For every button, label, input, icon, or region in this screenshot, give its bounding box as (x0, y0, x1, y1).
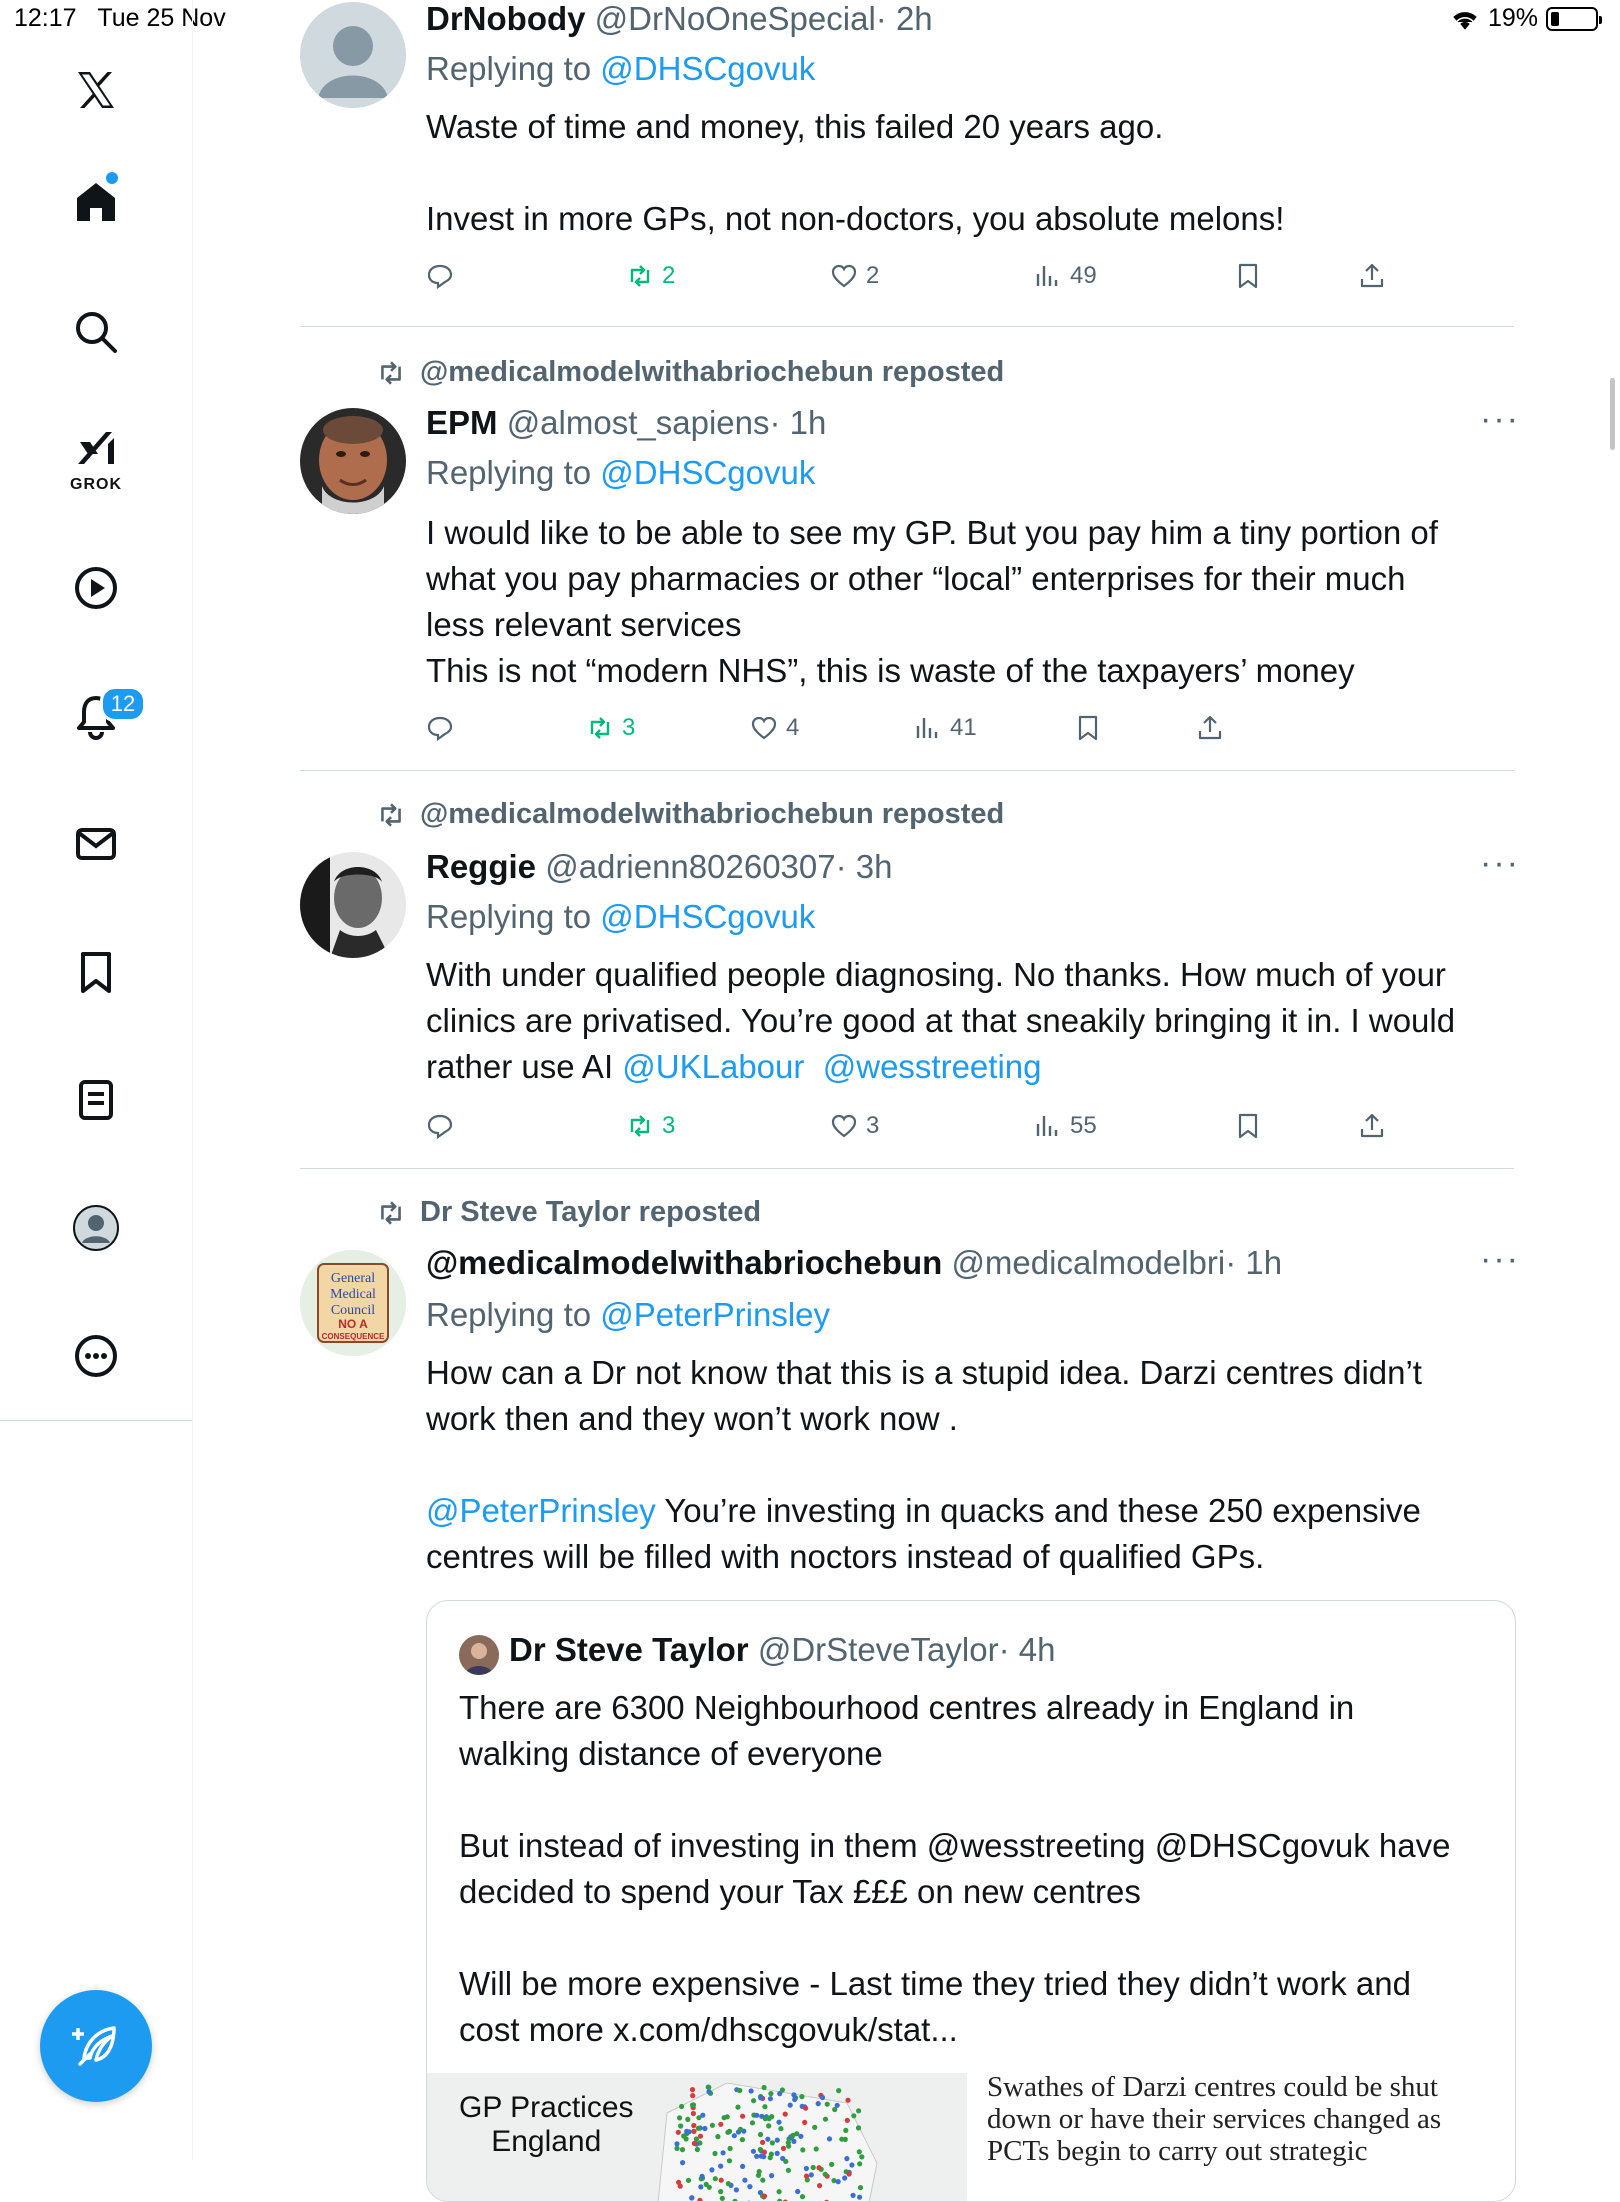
reposted-by-label[interactable]: @medicalmodelwithabriochebun reposted (420, 798, 1004, 831)
quoted-media-map[interactable] (427, 2073, 967, 2202)
map-dot (737, 2088, 742, 2093)
quoted-tweet-text: There are 6300 Neighbourhood centres already in England in walking distance of everyone But instead of investing in them @wesstreeting @DHSCgovuk have decided to spend your Tax £££ on new centres Will be more expensive - Last time they tried they didn’t work and cost more x.com/dhscgovuk/stat... (459, 1685, 1479, 2053)
map-dot (677, 2115, 682, 2120)
tweet-author-line (426, 404, 826, 442)
map-dot (842, 2175, 847, 2180)
repost-icon (626, 262, 654, 290)
map-dot (738, 2127, 743, 2132)
map-dot (740, 2114, 745, 2119)
envelope-icon[interactable] (56, 804, 136, 884)
map-dot (749, 2088, 754, 2093)
tweet-time: · 3h (836, 848, 893, 885)
views-icon (1034, 262, 1062, 290)
battery-percent: 19% (1488, 4, 1538, 33)
map-dot (766, 2123, 771, 2128)
map-dot (726, 2181, 731, 2186)
map-dot (758, 2132, 763, 2137)
map-dot (804, 2166, 809, 2171)
map-dot (680, 2147, 685, 2152)
map-dot (691, 2129, 696, 2134)
map-dot (769, 2152, 774, 2157)
map-dot (751, 2098, 756, 2103)
map-dot (720, 2196, 725, 2201)
quoted-tweet[interactable] (426, 1600, 1516, 2202)
map-dot (678, 2123, 683, 2128)
heart-icon (830, 1112, 858, 1140)
map-dot (760, 2140, 765, 2145)
status-bar-right (1450, 4, 1598, 33)
map-dot (674, 2141, 679, 2146)
reply-mention-link[interactable]: @DHSCgovuk (600, 50, 815, 87)
map-dot (732, 2133, 737, 2138)
map-dot (679, 2104, 684, 2109)
map-dot (750, 2120, 755, 2125)
share-icon (1358, 1112, 1386, 1140)
map-dot (762, 2194, 767, 2199)
bookmark-button[interactable] (1234, 1112, 1262, 1140)
map-dot (692, 2141, 697, 2146)
map-dot (762, 2085, 767, 2090)
map-dot (690, 2087, 695, 2092)
map-dot (696, 2126, 701, 2131)
map-dot (776, 2120, 781, 2125)
map-dot (763, 2116, 768, 2121)
map-dot (820, 2095, 825, 2100)
map-dot (857, 2195, 862, 2200)
map-dot (678, 2184, 683, 2189)
reply-button[interactable] (426, 1112, 454, 1140)
map-dot (676, 2130, 681, 2135)
repost-context (376, 356, 1004, 389)
heart-icon (830, 262, 858, 290)
tweet-time: · 2h (876, 0, 933, 37)
map-dot (680, 2160, 685, 2165)
map-dot (759, 2154, 764, 2159)
reply-button[interactable] (426, 262, 454, 290)
map-dot (845, 2118, 850, 2123)
map-dot (760, 2178, 765, 2183)
map-dot (786, 2168, 791, 2173)
map-dot (718, 2164, 723, 2169)
map-dot (715, 2134, 720, 2139)
compose-feather-icon (68, 2018, 124, 2074)
share-button[interactable] (1196, 714, 1224, 742)
map-dot (851, 2193, 856, 2198)
map-dot (836, 2179, 841, 2184)
bookmark-icon[interactable] (56, 932, 136, 1012)
map-dot (812, 2125, 817, 2130)
map-dot (707, 2185, 712, 2190)
map-dot (698, 2184, 703, 2189)
list-icon[interactable] (56, 1060, 136, 1140)
replying-to: Replying to @PeterPrinsley (426, 1296, 830, 1334)
map-dot (751, 2149, 756, 2154)
map-dot (794, 2131, 799, 2136)
map-dot (857, 2161, 862, 2166)
map-dot (674, 2146, 679, 2151)
map-dot (795, 2189, 800, 2194)
map-dot (791, 2139, 796, 2144)
quoted-media-article-text: Swathes of Darzi centres could be shut down or have their services changed as PCTs begin to carry out strategic (987, 2071, 1497, 2167)
reply-mention-link[interactable]: @DHSCgovuk (600, 898, 815, 935)
avatar[interactable] (300, 408, 406, 514)
map-dot (740, 2137, 745, 2142)
map-dot (747, 2184, 752, 2189)
repost-icon (376, 800, 406, 830)
map-dot (856, 2108, 861, 2113)
repost-icon (626, 1112, 654, 1140)
map-dot (825, 2102, 830, 2107)
quoted-author-name: Dr Steve Taylor (509, 1631, 749, 1668)
author-name[interactable]: Reggie (426, 848, 536, 885)
bookmark-icon (1234, 262, 1262, 290)
reply-icon (426, 262, 454, 290)
map-dot (713, 2176, 718, 2181)
map-dot (839, 2137, 844, 2142)
tweet-text: I would like to be able to see my GP. But you pay him a tiny portion of what you pay pharmacies or other “local” enterprises for their much less relevant services This is not “modern NHS”, this is waste of the taxpayers’ money (426, 510, 1526, 694)
repost-button[interactable]: 3 (586, 714, 635, 742)
map-dot (762, 2104, 767, 2109)
views-icon (1034, 1112, 1062, 1140)
map-dot (856, 2125, 861, 2130)
map-dot (735, 2105, 740, 2110)
bookmark-button[interactable] (1234, 262, 1262, 290)
avatar-text: Council (331, 1303, 375, 1318)
map-dot (800, 2147, 805, 2152)
map-dot (718, 2122, 723, 2127)
map-dot (685, 2117, 690, 2122)
map-dot (690, 2093, 695, 2098)
repost-icon (376, 1198, 406, 1228)
map-dot (859, 2154, 864, 2159)
map-dot (777, 2091, 782, 2096)
scrollbar-thumb[interactable] (1610, 378, 1615, 450)
more-options-icon[interactable]: ··· (1480, 844, 1520, 883)
tweet-author-line (426, 848, 893, 886)
map-dot (777, 2189, 782, 2194)
map-dot (802, 2120, 807, 2125)
tweet-divider (300, 326, 1514, 327)
map-dot (769, 2173, 774, 2178)
map-dot (727, 2158, 732, 2163)
map-dot (775, 2138, 780, 2143)
map-dot (695, 2147, 700, 2152)
map-dot (734, 2187, 739, 2192)
repost-context (376, 798, 1004, 831)
map-dot (681, 2133, 686, 2138)
map-dot (742, 2178, 747, 2183)
quoted-tweet-time: · 4h (999, 1631, 1056, 1668)
map-dot (778, 2126, 783, 2131)
map-dot (843, 2128, 848, 2133)
map-dot (791, 2092, 796, 2097)
map-dot (809, 2172, 814, 2177)
author-name[interactable]: @medicalmodelwithabriochebun (426, 1244, 942, 1281)
avatar[interactable] (300, 852, 406, 958)
author-name[interactable]: DrNobody (426, 0, 586, 37)
repost-button[interactable]: 2 (626, 262, 675, 290)
map-dot (847, 2171, 852, 2176)
tweet-author-line (426, 0, 933, 38)
map-dot (803, 2106, 808, 2111)
like-button[interactable]: 3 (830, 1112, 879, 1140)
map-dot (857, 2149, 862, 2154)
tweet-divider (300, 770, 1514, 771)
replying-to: Replying to @DHSCgovuk (426, 454, 815, 492)
avatar-text: CONSEQUENCE (322, 1332, 385, 1341)
avatar[interactable] (300, 2, 406, 108)
author-handle[interactable]: @medicalmodelbri (951, 1244, 1225, 1281)
author-handle[interactable]: @DrNoOneSpecial (595, 0, 876, 37)
map-dot (719, 2178, 724, 2183)
wifi-icon (1450, 7, 1480, 31)
profile-icon[interactable] (56, 1188, 136, 1268)
quoted-author-handle: @DrSteveTaylor (758, 1631, 999, 1668)
map-title: GP Practices England (459, 2091, 634, 2159)
map-dot (851, 2113, 856, 2118)
map-dot (775, 2151, 780, 2156)
map-dot (710, 2123, 715, 2128)
map-dot (706, 2085, 711, 2090)
share-button[interactable] (1358, 1112, 1386, 1140)
avatar[interactable] (300, 1250, 406, 1356)
share-icon (1358, 262, 1386, 290)
mention-link[interactable]: @UKLabour (622, 1048, 804, 1085)
map-dot (686, 2178, 691, 2183)
replying-to: Replying to @DHSCgovuk (426, 898, 815, 936)
repost-icon (376, 358, 406, 388)
map-dot (804, 2174, 809, 2179)
map-dot (727, 2129, 732, 2134)
search-icon[interactable] (56, 292, 136, 372)
author-handle[interactable]: @adrienn80260307 (545, 848, 835, 885)
avatar (459, 1635, 499, 1675)
play-icon[interactable] (56, 548, 136, 628)
reposted-by-label[interactable]: @medicalmodelwithabriochebun reposted (420, 356, 1004, 389)
views-button[interactable]: 41 (914, 714, 977, 742)
map-dot (754, 2154, 759, 2159)
compose-button[interactable] (40, 1990, 152, 2102)
map-dot (718, 2189, 723, 2194)
reposted-by-label[interactable]: Dr Steve Taylor reposted (420, 1196, 761, 1229)
like-button[interactable]: 2 (830, 262, 879, 290)
avatar-text: Medical (330, 1287, 376, 1302)
map-dot (768, 2096, 773, 2101)
map-dot (823, 2117, 828, 2122)
notifications-badge: 12 (100, 686, 146, 722)
map-dot (849, 2162, 854, 2167)
grok-label: GROK (60, 476, 132, 494)
map-dot (827, 2136, 832, 2141)
reply-icon (426, 1112, 454, 1140)
map-dot (799, 2094, 804, 2099)
author-handle[interactable]: @almost_sapiens (507, 404, 770, 441)
map-dot (786, 2144, 791, 2149)
map-dot (740, 2164, 745, 2169)
map-dot (756, 2173, 761, 2178)
map-dot (845, 2098, 850, 2103)
heart-icon (750, 714, 778, 742)
views-button[interactable]: 55 (1034, 1112, 1097, 1140)
map-dot (754, 2113, 759, 2118)
map-dot (770, 2140, 775, 2145)
tweet-time: · 1h (1225, 1244, 1282, 1281)
sidebar-divider (0, 1420, 192, 1421)
views-button[interactable]: 49 (1034, 262, 1097, 290)
repost-button[interactable]: 3 (626, 1112, 675, 1140)
map-dot (781, 2146, 786, 2151)
home-notification-dot (106, 172, 118, 184)
map-dot (832, 2107, 837, 2112)
map-dot (788, 2103, 793, 2108)
repost-icon (586, 714, 614, 742)
tweet-author-line (426, 1244, 1282, 1282)
author-name[interactable]: EPM (426, 404, 498, 441)
map-dot (762, 2150, 767, 2155)
map-dot (836, 2088, 841, 2093)
map-dot (722, 2115, 727, 2120)
share-button[interactable] (1358, 262, 1386, 290)
map-dot (816, 2165, 821, 2170)
map-dot (823, 2172, 828, 2177)
map-dot (700, 2113, 705, 2118)
reply-mention-link[interactable]: @PeterPrinsley (600, 1296, 830, 1333)
map-dot (858, 2185, 863, 2190)
map-dot (817, 2183, 822, 2188)
map-dot (800, 2194, 805, 2199)
battery-icon (1546, 7, 1598, 31)
repost-context (376, 1196, 761, 1229)
map-dot (728, 2146, 733, 2151)
bookmark-icon (1074, 714, 1102, 742)
map-dot (700, 2174, 705, 2179)
map-dot (691, 2111, 696, 2116)
map-dot (783, 2112, 788, 2117)
tweet-time: · 1h (769, 404, 826, 441)
share-icon (1196, 714, 1224, 742)
tweet-divider (300, 1168, 1514, 1169)
replying-to: Replying to @DHSCgovuk (426, 50, 815, 88)
x-logo-icon[interactable] (56, 50, 136, 130)
map-dot (792, 2097, 797, 2102)
avatar-text: General (331, 1271, 375, 1286)
map-dot (829, 2162, 834, 2167)
quoted-author-line (509, 1631, 1055, 1669)
map-dot (690, 2103, 695, 2108)
avatar-text: NO A (338, 1317, 368, 1331)
map-dot (765, 2137, 770, 2142)
reply-button[interactable] (426, 714, 454, 742)
reply-icon (426, 714, 454, 742)
status-bar-time: 12:17 Tue 25 Nov (14, 4, 226, 33)
map-dot (811, 2165, 816, 2170)
like-button[interactable]: 4 (750, 714, 799, 742)
tweet-text: With under qualified people diagnosing. No thanks. How much of your clinics are privatised. You’re good at that sneakily bringing it in. I would rather use AI @UKLabour @wesstreeting (426, 952, 1526, 1090)
reply-mention-link[interactable]: @DHSCgovuk (600, 454, 815, 491)
map-dot (814, 2146, 819, 2151)
map-dot (712, 2151, 717, 2156)
tweet-text: How can a Dr not know that this is a stupid idea. Darzi centres didn’t work then and they won’t work now . @PeterPrinsley You’re investing in quacks and these 250 expensive centres will be filled with noctors instead of qualified GPs. (426, 1350, 1526, 1580)
map-dot (691, 2123, 696, 2128)
map-dot (816, 2101, 821, 2106)
map-dot (768, 2091, 773, 2096)
map-dot (709, 2167, 714, 2172)
map-dot (758, 2095, 763, 2100)
map-dot (702, 2126, 707, 2131)
map-dot (844, 2156, 849, 2161)
home-icon[interactable] (56, 162, 136, 242)
bookmark-button[interactable] (1074, 714, 1102, 742)
bookmark-icon (1234, 1112, 1262, 1140)
tweet-text: Waste of time and money, this failed 20 years ago. Invest in more GPs, not non-doctors, you absolute melons! (426, 104, 1486, 242)
mention-link[interactable]: @wesstreeting (823, 1048, 1042, 1085)
map-dot (689, 2195, 694, 2200)
mention-link[interactable]: @PeterPrinsley (426, 1492, 656, 1529)
map-dot (721, 2150, 726, 2155)
more-options-icon[interactable]: ··· (1480, 1240, 1520, 1279)
more-options-icon[interactable]: ··· (1480, 400, 1520, 439)
more-circle-icon[interactable] (56, 1316, 136, 1396)
map-dot (684, 2129, 689, 2134)
views-icon (914, 714, 942, 742)
